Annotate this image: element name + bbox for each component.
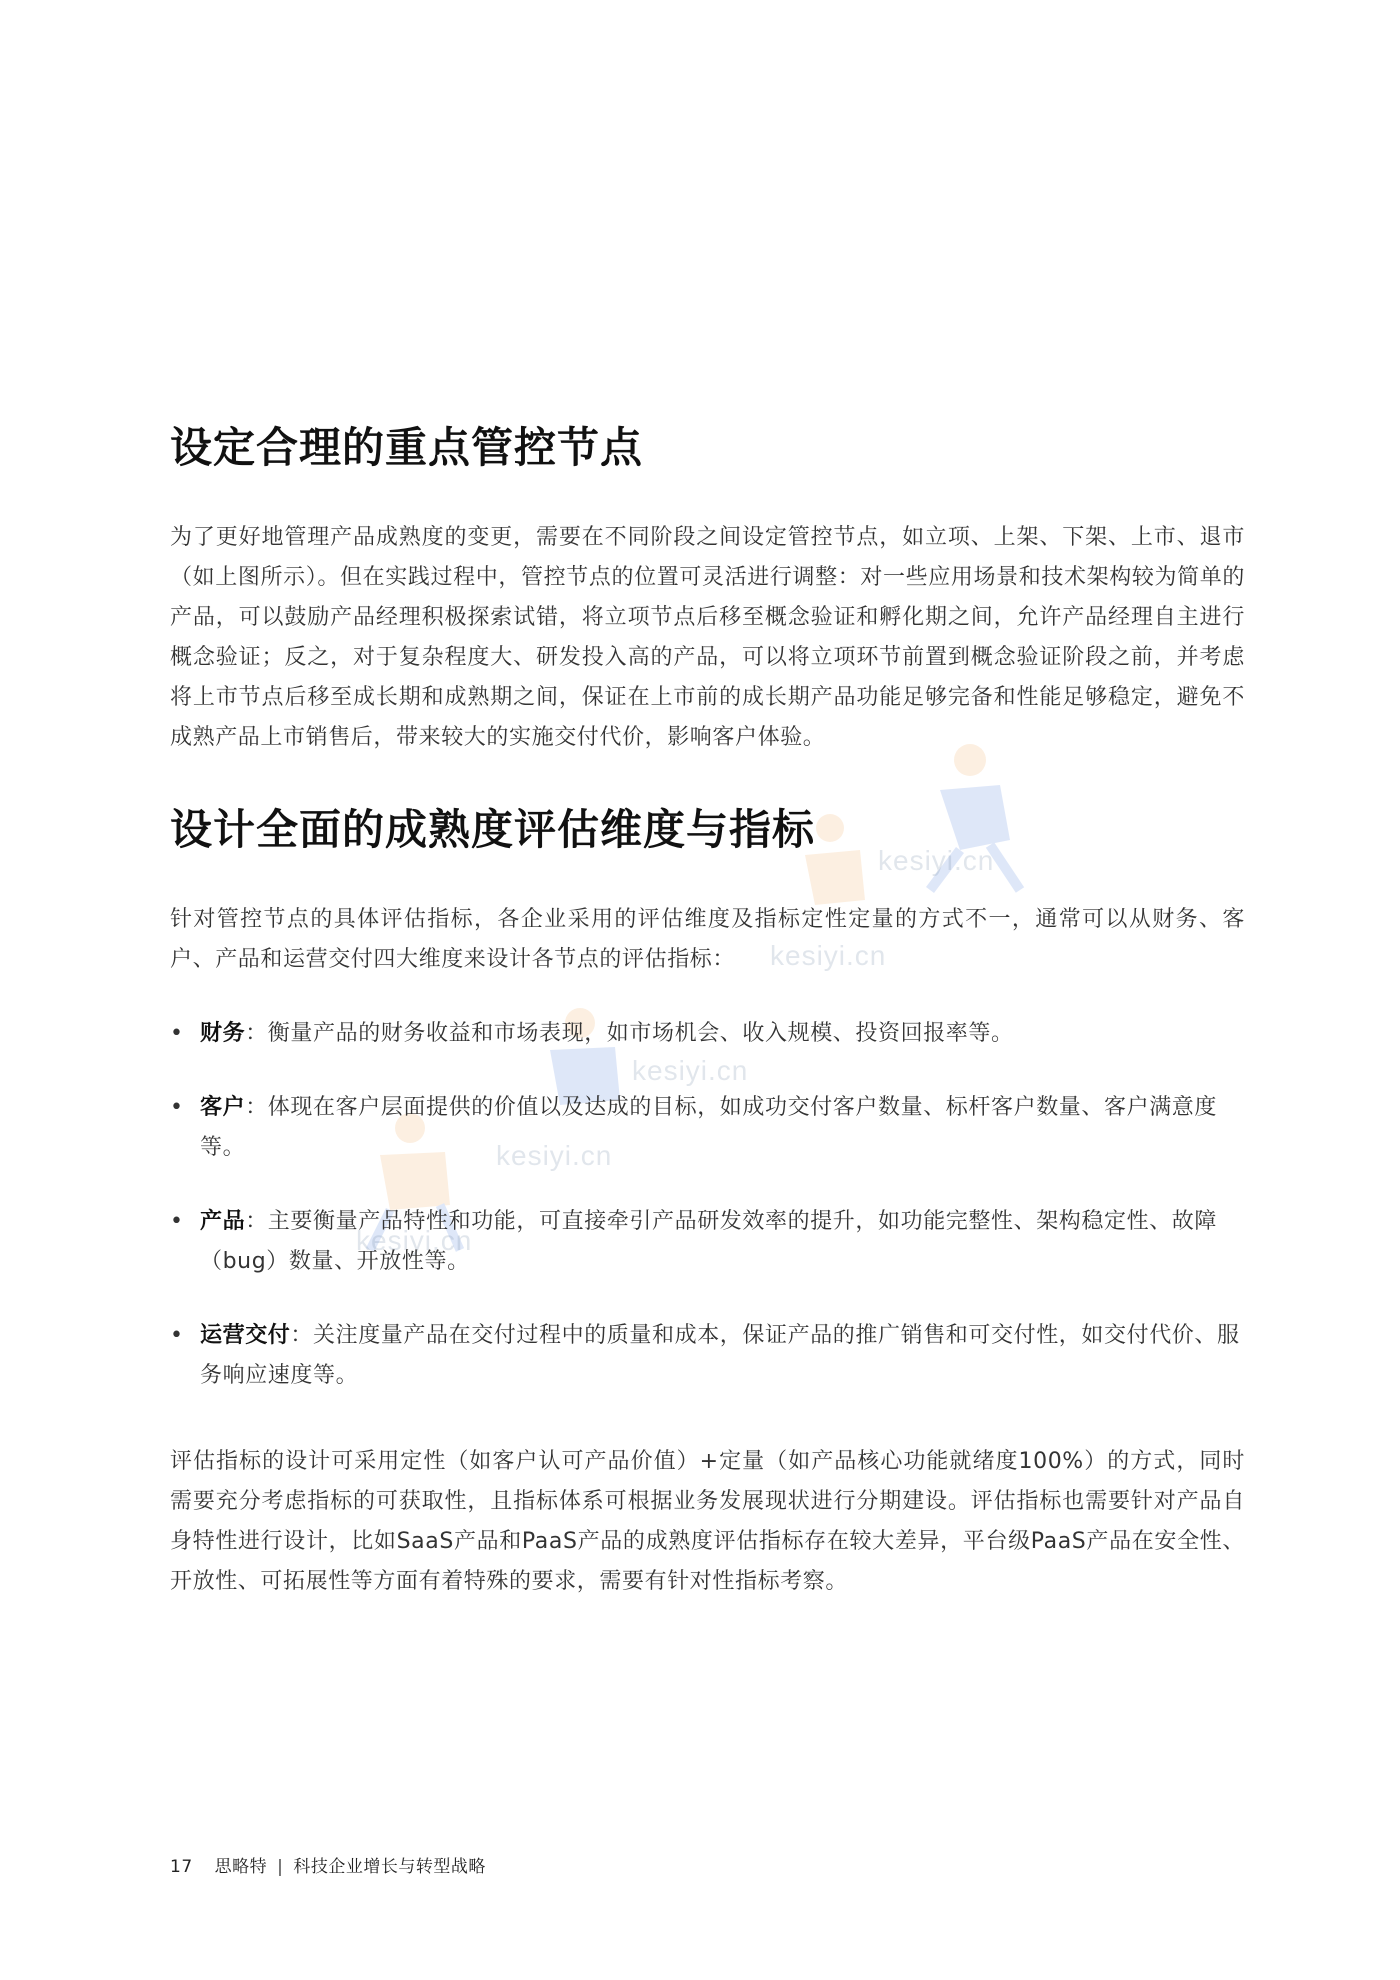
section-title-evaluation-dimensions: 设计全面的成熟度评估维度与指标 — [170, 805, 816, 854]
list-item-finance — [170, 1014, 1245, 1054]
page-number: 17 — [170, 1857, 193, 1877]
main-content — [170, 420, 1245, 1602]
section-paragraph-control-nodes: 为了更好地管理产品成熟度的变更，需要在不同阶段之间设定管控节点，如立项、上架、下架、上市、退市（如上图所示）。但在实践过程中，管控节点的位置可灵活进行调整：对一些应用场景和技术架构较为简单的产品，可以鼓励产品经理积极探索试错，将立项节点后移至概念验证和孵化期之间，允许产品经理自主进行概念验证；反之，对于复杂程度大、研发投入高的产品，可以将立项环节前置到概念验证阶段之前，并考虑将上市节点后移至成长期和成熟期之间，保证在上市前的成长期产品功能足够完备和性能足够稳定，避免不成熟产品上市销售后，带来较大的实施交付代价，影响客户体验。 — [170, 525, 1245, 750]
footer-brand: 思略特 — [214, 1857, 268, 1877]
bullet-text: ：衡量产品的财务收益和市场表现，如市场机会、收入规模、投资回报率等。 — [245, 1021, 1014, 1046]
watermark-text: kesiyi.cn — [632, 1055, 749, 1086]
bullet-dot: • — [170, 1209, 184, 1234]
bullet-text: ：关注度量产品在交付过程中的质量和成本，保证产品的推广销售和可交付性，如交付代价、服务响应速度等。 — [200, 1323, 1240, 1388]
section-paragraph-evaluation-intro: 针对管控节点的具体评估指标，各企业采用的评估维度及指标定性定量的方式不一，通常可以从财务、客户、产品和运营交付四大维度来设计各节点的评估指标： — [170, 907, 1245, 972]
watermark-text: kesiyi.cn — [356, 1225, 473, 1256]
bullet-term: 运营交付 — [200, 1323, 291, 1348]
watermark-text: kesiyi.cn — [770, 940, 887, 971]
bullet-text: ：主要衡量产品特性和功能，可直接牵引产品研发效率的提升，如功能完整性、架构稳定性、故障（bug）数量、开放性等。 — [200, 1209, 1218, 1274]
footer-separator: | — [277, 1857, 284, 1877]
list-item-customer — [170, 1088, 1245, 1168]
watermark-text: kesiyi.cn — [496, 1140, 613, 1171]
list-item-product — [170, 1202, 1245, 1282]
bullet-dot: • — [170, 1323, 184, 1348]
bullet-dot: • — [170, 1021, 184, 1046]
footer-publication: 科技企业增长与转型战略 — [293, 1857, 486, 1877]
section-paragraph-closing: 评估指标的设计可采用定性（如客户认可产品价值）+定量（如产品核心功能就绪度100%）的方式，同时需要充分考虑指标的可获取性，且指标体系可根据业务发展现状进行分期建设。评估指标也需要针对产品自身特性进行设计，比如SaaS产品和PaaS产品的成熟度评估指标存在较大差异，平台级PaaS产品在安全性、开放性、可拓展性等方面有着特殊的要求，需要有针对性指标考察。 — [170, 1449, 1245, 1594]
bullet-term: 客户 — [200, 1095, 246, 1120]
page-footer — [170, 1852, 486, 1877]
section-title-control-nodes: 设定合理的重点管控节点 — [170, 423, 644, 472]
list-item-operations — [170, 1316, 1245, 1396]
bullet-term: 财务 — [200, 1021, 246, 1046]
dimension-list — [170, 1014, 1245, 1396]
watermark-text: kesiyi.cn — [878, 845, 995, 876]
bullet-text: ：体现在客户层面提供的价值以及达成的目标，如成功交付客户数量、标杆客户数量、客户满意度等。 — [200, 1095, 1218, 1160]
bullet-dot: • — [170, 1095, 184, 1120]
bullet-term: 产品 — [200, 1209, 246, 1234]
